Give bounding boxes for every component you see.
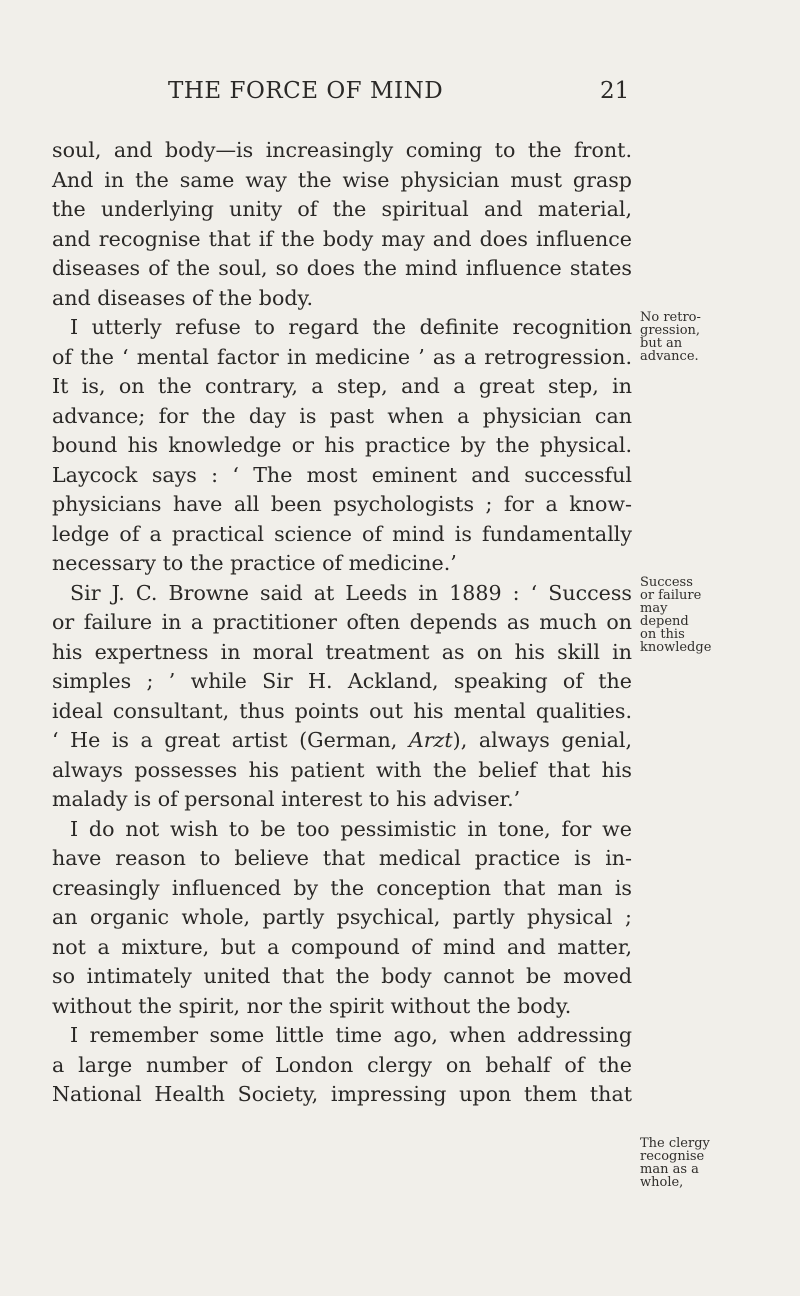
side-note-line: advance. xyxy=(640,349,699,364)
side-note-line: recognise xyxy=(640,1149,705,1164)
text-line: It is, on the contrary, a step, and a great step, in xyxy=(52,374,632,398)
side-note-success xyxy=(640,576,790,654)
text-line: bound his knowledge or his practice by the physical. xyxy=(52,433,632,457)
page-number: 21 xyxy=(600,78,630,104)
text-line: simples ; ’ while Sir H. Ackland, speaking of the xyxy=(52,669,632,693)
side-note-line: or failure xyxy=(640,588,702,603)
text-line: a large number of London clergy on behalf of the xyxy=(52,1052,632,1077)
text-line: necessary to the practice of medicine.’ xyxy=(52,551,457,575)
side-note-line: knowledge xyxy=(640,640,712,655)
text-line: I remember some little time ago, when addressing xyxy=(70,1023,632,1047)
text-line: Laycock says : ‘ The most eminent and successful xyxy=(52,462,632,487)
side-note-line: but an xyxy=(640,336,683,351)
text-line: And in the same way the wise physician must grasp xyxy=(52,167,632,192)
text-line: I utterly refuse to regard the definite recognition xyxy=(70,315,632,339)
text-line: of the ‘ mental factor in medicine ’ as a retrogression. xyxy=(52,344,632,369)
text-line: ledge of a practical science of mind is fundamentally xyxy=(52,521,632,546)
text-line: the underlying unity of the spiritual and material, xyxy=(52,197,632,221)
body-text xyxy=(52,136,632,1110)
side-note-retrogression xyxy=(640,311,790,363)
side-note-line: gression, xyxy=(640,323,701,338)
text-line: diseases of the soul, so does the mind influence states xyxy=(52,256,632,280)
text-line: soul, and body—is increasingly coming to the front. xyxy=(52,138,632,162)
side-note-line: on this xyxy=(640,627,685,642)
text-line: creasingly influenced by the conception that man is xyxy=(52,875,632,900)
side-note-line: depend xyxy=(640,614,689,629)
text-line: physicians have all been psychologists ; for a know- xyxy=(52,492,632,516)
text-line: I do not wish to be too pessimistic in tone, for we xyxy=(70,816,632,841)
text-line: without the spirit, nor the spirit without the body. xyxy=(52,993,572,1018)
side-note-line: Success xyxy=(640,575,693,590)
text-line: not a mixture, but a compound of mind and matter, xyxy=(52,934,632,959)
text-line: or failure in a practitioner often depends as much on xyxy=(52,610,632,634)
text-line: and diseases of the body. xyxy=(52,285,313,310)
text-line: and recognise that if the body may and does influence xyxy=(52,226,632,251)
running-title: THE FORCE OF MIND xyxy=(168,78,444,104)
side-note-line: No retro- xyxy=(640,310,701,325)
italic-word: Arzt xyxy=(408,728,453,752)
text-line: an organic whole, partly psychical, partly physical ; xyxy=(52,905,632,929)
text-line xyxy=(52,726,632,756)
text-line: ideal consultant, thus points out his mental qualities. xyxy=(52,698,632,723)
text-line: National Health Society, impressing upon them that xyxy=(52,1082,632,1106)
text-fragment: ‘ He is a great artist (German, xyxy=(52,728,409,752)
side-note-line: man as a xyxy=(640,1162,699,1177)
text-line: have reason to believe that medical practice is in- xyxy=(52,846,632,870)
text-line: his expertness in moral treatment as on his skill in xyxy=(52,639,632,664)
text-line: always possesses his patient with the belief that his xyxy=(52,757,632,782)
text-line: so intimately united that the body cannot be moved xyxy=(52,964,632,988)
side-note-line: may xyxy=(640,601,668,616)
side-note-line: The clergy xyxy=(640,1136,710,1151)
text-line: advance; for the day is past when a physician can xyxy=(52,403,632,428)
text-line: malady is of personal interest to his adviser.’ xyxy=(52,787,521,811)
text-fragment: ), always genial, xyxy=(452,728,632,752)
side-note-clergy xyxy=(640,1137,790,1189)
side-note-line: whole, xyxy=(640,1175,684,1190)
text-line: Sir J. C. Browne said at Leeds in 1889 : ‘ Success xyxy=(70,580,632,605)
